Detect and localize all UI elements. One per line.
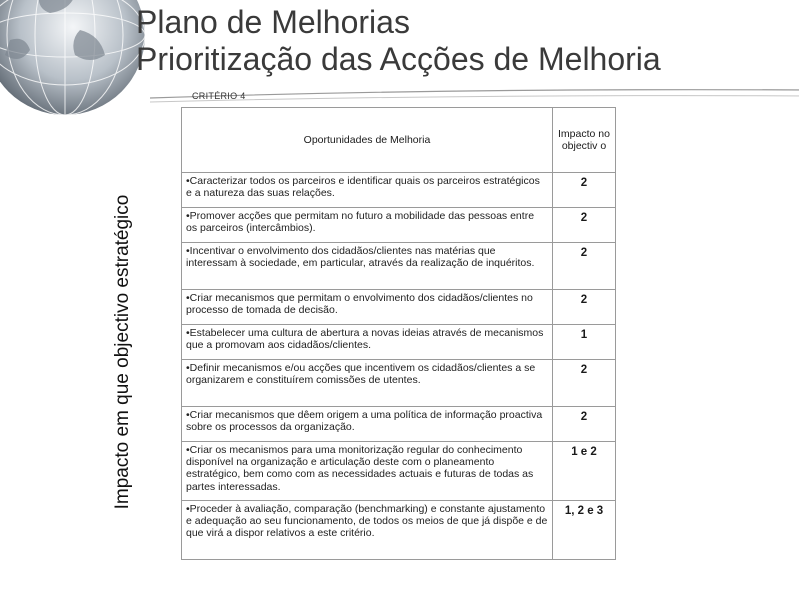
row-text: •Criar mecanismos que dêem origem a uma política de informação proactiva sobre os processos da organização. xyxy=(182,407,553,442)
table-row xyxy=(182,442,616,501)
row-text: •Definir mecanismos e/ou acções que incentivem os cidadãos/clientes a se organizarem e constituírem comissões de utentes. xyxy=(182,360,553,407)
header-impact: Impacto no objectiv o xyxy=(553,108,616,173)
row-text: •Proceder à avaliação, comparação (benchmarking) e constante ajustamento e adequação ao seu funcionamento, de todos os meios de que já dispõe e de que virá a dispor relativos a este critério. xyxy=(182,501,553,560)
table-header-row xyxy=(182,108,616,173)
side-label: Impacto em que objectivo estratégico xyxy=(112,194,133,510)
row-text: •Caracterizar todos os parceiros e identificar quais os parceiros estratégicos e a natureza das suas relações. xyxy=(182,173,553,208)
row-text: •Incentivar o envolvimento dos cidadãos/clientes nas matérias que interessam à sociedade, em particular, através da realização de inquéritos. xyxy=(182,243,553,290)
table-body xyxy=(182,173,616,560)
table-row xyxy=(182,290,616,325)
row-text: •Promover acções que permitam no futuro a mobilidade das pessoas entre os parceiros (intercâmbios). xyxy=(182,208,553,243)
title-block xyxy=(136,4,796,78)
table-row xyxy=(182,325,616,360)
row-impact: 2 xyxy=(553,360,616,407)
row-impact: 1 e 2 xyxy=(553,442,616,501)
row-impact: 1, 2 e 3 xyxy=(553,501,616,560)
table-row xyxy=(182,173,616,208)
row-impact: 2 xyxy=(553,173,616,208)
header-opportunities: Oportunidades de Melhoria xyxy=(182,108,553,173)
row-text: •Criar os mecanismos para uma monitorização regular do conhecimento disponível na organização e articulação deste com o planeamento estratégico, bem como com as necessidades actuais e futuras de todas as partes interessadas. xyxy=(182,442,553,501)
table-row xyxy=(182,208,616,243)
table-row xyxy=(182,243,616,290)
globe-icon xyxy=(0,0,150,120)
table-row xyxy=(182,407,616,442)
row-text: •Estabelecer uma cultura de abertura a novas ideias através de mecanismos que a promovam aos cidadãos/clientes. xyxy=(182,325,553,360)
row-impact: 1 xyxy=(553,325,616,360)
page-subtitle: Prioritização das Acções de Melhoria xyxy=(136,41,661,77)
table-row xyxy=(182,360,616,407)
row-impact: 2 xyxy=(553,290,616,325)
row-impact: 2 xyxy=(553,243,616,290)
row-impact: 2 xyxy=(553,208,616,243)
table-row xyxy=(182,501,616,560)
page-title: Plano de Melhorias xyxy=(136,4,410,40)
side-label-wrap xyxy=(108,130,138,574)
row-impact: 2 xyxy=(553,407,616,442)
improvement-table xyxy=(181,107,616,560)
criterion-label: CRITÉRIO 4 xyxy=(192,91,246,101)
row-text: •Criar mecanismos que permitam o envolvimento dos cidadãos/clientes no processo de tomada de decisão. xyxy=(182,290,553,325)
